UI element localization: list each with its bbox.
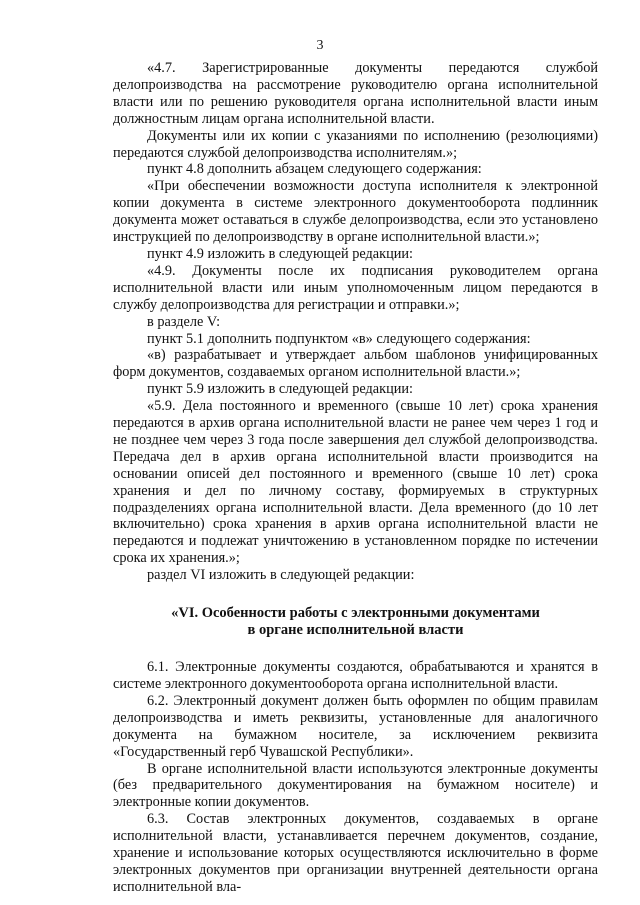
paragraph-instruction-section-vi: раздел VI изложить в следующей редакции: [147,567,415,584]
paragraph-5-9: «5.9. Дела постоянного и временного (свыше 10 лет) срока хранения передаются в архив органа исполнительной власти не ранее чем через 1 год и не позднее чем через 3 года после завершения дел службой делопроизводства. Передача дел в архив органа исполнительной власти производится на основании описей дел постоянного и временного (свыше 10 лет) срока хранения и дел по личному составу, формируемых в структурных подразделениях органа исполнительной власти. Дела временного (до 10 лет включительно) срока хранения в архив органа исполнительной власти не передаются и подлежат уничтожению в установленном порядке по истечении срока их хранения.»; [113,398,598,567]
document-body [113,60,598,896]
paragraph-instruction-4-8: пункт 4.8 дополнить абзацем следующего содержания: [147,161,482,178]
page-number: 3 [316,38,324,53]
paragraph-instruction-5-9: пункт 5.9 изложить в следующей редакции: [147,381,414,398]
paragraph-4-7: «4.7. Зарегистрированные документы передаются службой делопроизводства на рассмотрение руководителю органа исполнительной власти или по решению руководителя органа исполнительной власти иным должностным лицам органа исполнительной власти. [113,60,598,127]
paragraph-5-1-c: «в) разрабатывает и утверждает альбом шаблонов унифицированных форм документов, создаваемых органом исполнительной власти.»; [113,347,598,381]
paragraph-instruction-5-1: пункт 5.1 дополнить подпунктом «в» следующего содержания: [147,330,531,347]
paragraph-6-3: 6.3. Состав электронных документов, создаваемых в органе исполнительной власти, устанавливается перечнем документов, создание, хранение и использование которых осуществляются исключительно в форме электронных документов при организации внутренней деятельности органа исполнительной вла- [113,811,598,895]
paragraph-4-9: «4.9. Документы после их подписания руководителем органа исполнительной власти или иным уполномоченным лицом передаются в службу делопроизводства для регистрации и отправки.»; [113,262,598,313]
paragraph-6-2: 6.2. Электронный документ должен быть оформлен по общим правилам делопроизводства и иметь реквизиты, установленные для аналогичного документа на бумажном носителе, за исключением реквизита «Государственный герб Чувашской Республики». [113,692,598,760]
paragraph-4-7-resolutions: Документы или их копии с указаниями по исполнению (резолюциями) передаются службой делопроизводства исполнителям.»; [113,127,598,161]
paragraph-electronic-copies: В органе исполнительной власти используются электронные документы (без предварительного документирования на бумажном носителе) и электронные копии документов. [113,760,598,811]
section-heading [113,605,598,639]
paragraph-6-1: 6.1. Электронные документы создаются, обрабатываются и хранятся в системе электронного документооборота органа исполнительной власти. [113,659,598,692]
section-heading-line-1: «VI. Особенности работы с электронными документами [171,605,540,622]
paragraph-section-v: в разделе V: [147,313,221,330]
paragraph-instruction-4-9: пункт 4.9 изложить в следующей редакции: [147,245,414,262]
paragraph-4-8-addition: «При обеспечении возможности доступа исполнителя к электронной копии документа в системе электронного документооборота подлинник документа может оставаться в службе делопроизводства, если это установлено инструкцией по делопроизводству в органе исполнительной власти.»; [113,178,598,246]
section-heading-line-2: в органе исполнительной власти [247,622,464,639]
